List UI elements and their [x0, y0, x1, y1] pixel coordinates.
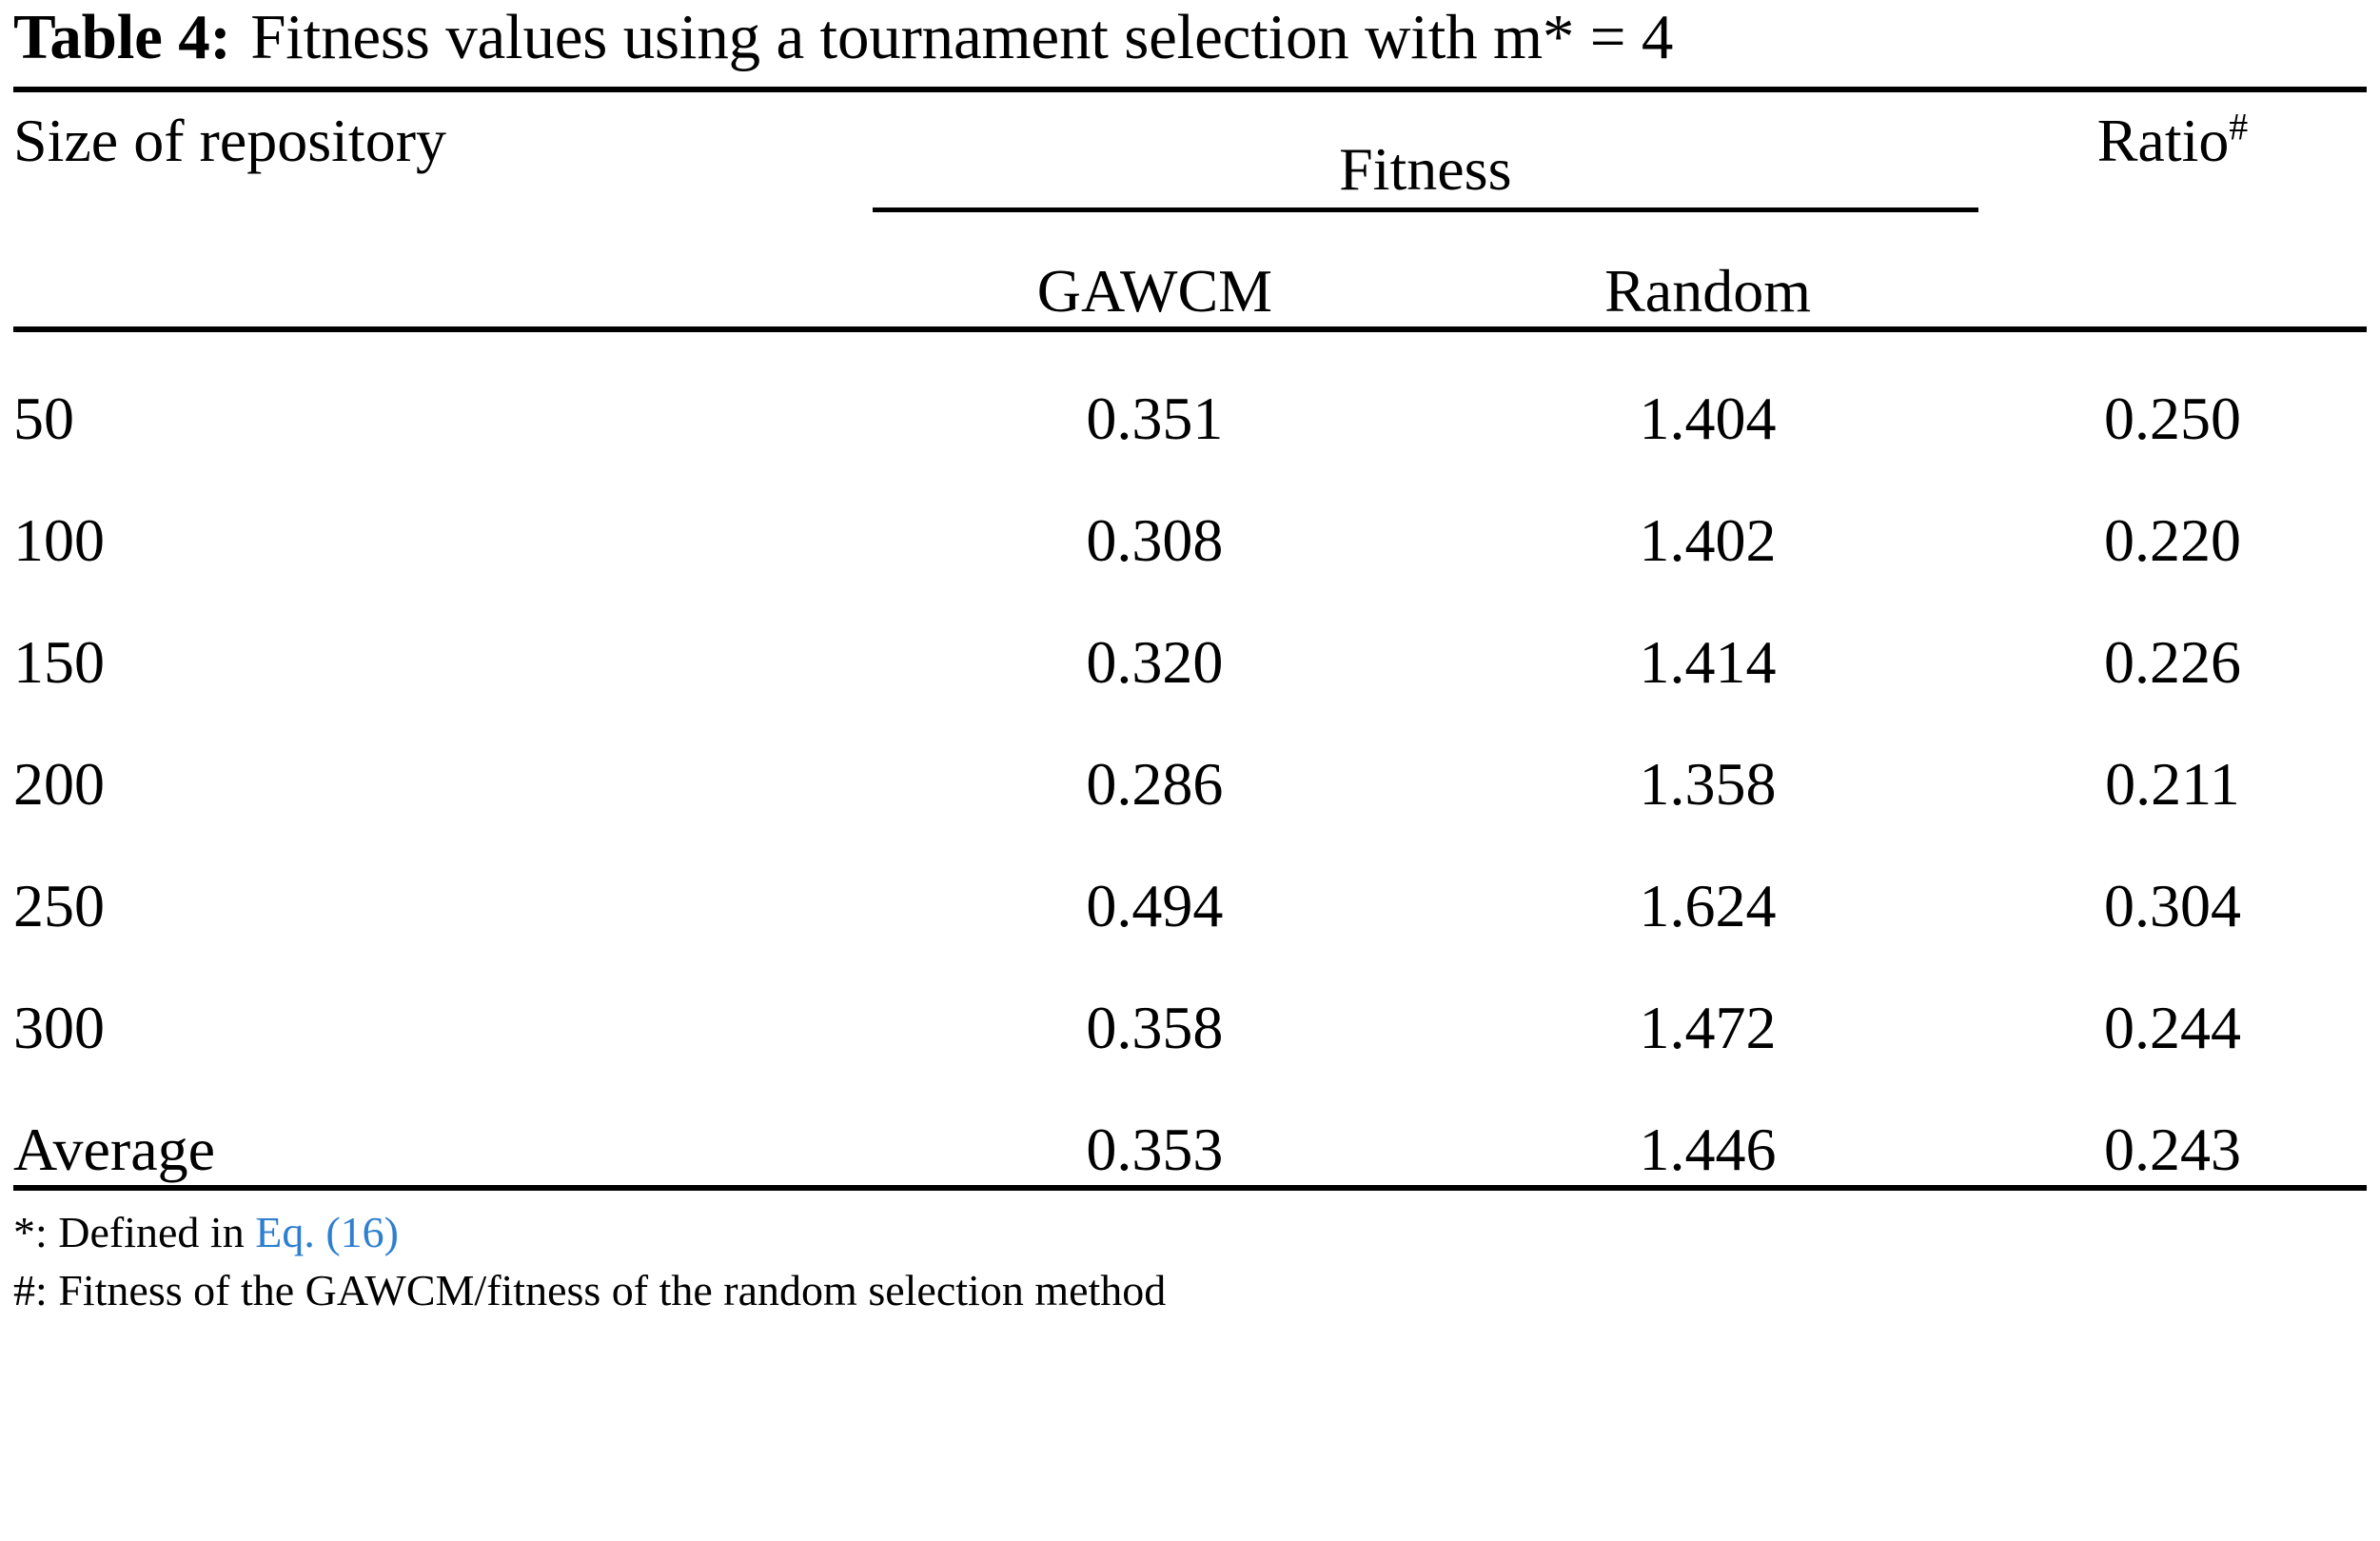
table-caption — [13, 0, 2367, 87]
cell-ratio: 0.244 — [2103, 994, 2241, 1061]
table-row — [13, 576, 2367, 698]
cell-ratio: 0.226 — [2103, 628, 2241, 696]
cell-random: 1.414 — [1639, 628, 1777, 696]
cell-gawcm: 0.351 — [1086, 385, 1224, 452]
fitness-table-body — [13, 332, 2367, 1185]
table-row — [13, 454, 2367, 576]
cell-ratio: 0.211 — [2105, 750, 2240, 818]
cell-size: 250 — [13, 872, 105, 939]
cell-ratio: 0.304 — [2103, 872, 2241, 939]
cell-gawcm: 0.286 — [1086, 750, 1224, 818]
cell-random: 1.404 — [1639, 385, 1777, 452]
header-gawcm: GAWCM — [1036, 257, 1273, 325]
cell-random: 1.402 — [1639, 506, 1777, 574]
cell-size: 100 — [13, 506, 105, 574]
cell-random: 1.446 — [1639, 1116, 1777, 1183]
header-row-top — [13, 92, 2367, 205]
cell-random: 1.358 — [1639, 750, 1777, 818]
table-body — [13, 332, 2367, 1185]
cell-size: 50 — [13, 385, 74, 452]
fitness-group-rule — [873, 205, 1978, 212]
cell-gawcm: 0.353 — [1086, 1116, 1224, 1183]
equation-16-link[interactable]: Eq. (16) — [255, 1208, 399, 1256]
header-fitness-group: Fitness — [1339, 135, 1512, 203]
table-footnotes — [13, 1191, 2367, 1319]
cell-ratio: 0.243 — [2103, 1116, 2241, 1183]
fitness-table — [13, 92, 2367, 326]
header-ratio-footnote-marker: # — [2229, 106, 2249, 148]
cell-gawcm: 0.308 — [1086, 506, 1224, 574]
cell-gawcm: 0.320 — [1086, 628, 1224, 696]
table-row — [13, 332, 2367, 454]
table-row — [13, 698, 2367, 820]
footnote-hash: #: Fitness of the GAWCM/fitness of the random selection method — [13, 1265, 1167, 1314]
cell-size: Average — [13, 1116, 215, 1183]
header-ratio-label: Ratio — [2096, 107, 2230, 174]
cell-size: 300 — [13, 994, 105, 1061]
table-row — [13, 820, 2367, 941]
table-head — [13, 92, 2367, 326]
table-row — [13, 1063, 2367, 1185]
cell-ratio: 0.220 — [2103, 506, 2241, 574]
cell-random: 1.624 — [1639, 872, 1777, 939]
footnote-star — [13, 1204, 2367, 1262]
header-ratio — [1978, 92, 2367, 326]
cell-gawcm: 0.358 — [1086, 994, 1224, 1061]
header-size-of-repository: Size of repository — [13, 107, 446, 174]
cell-ratio: 0.250 — [2103, 385, 2241, 452]
cell-size: 200 — [13, 750, 105, 818]
header-random: Random — [1604, 257, 1811, 325]
table-caption-text: Fitness values using a tournament selection with m* = 4 — [250, 2, 1674, 72]
table-caption-label: Table 4: — [13, 2, 231, 72]
footnote-star-text: *: Defined in — [13, 1208, 256, 1256]
table-row — [13, 941, 2367, 1063]
cell-gawcm: 0.494 — [1086, 872, 1224, 939]
cell-random: 1.472 — [1639, 994, 1777, 1061]
cell-size: 150 — [13, 628, 105, 696]
